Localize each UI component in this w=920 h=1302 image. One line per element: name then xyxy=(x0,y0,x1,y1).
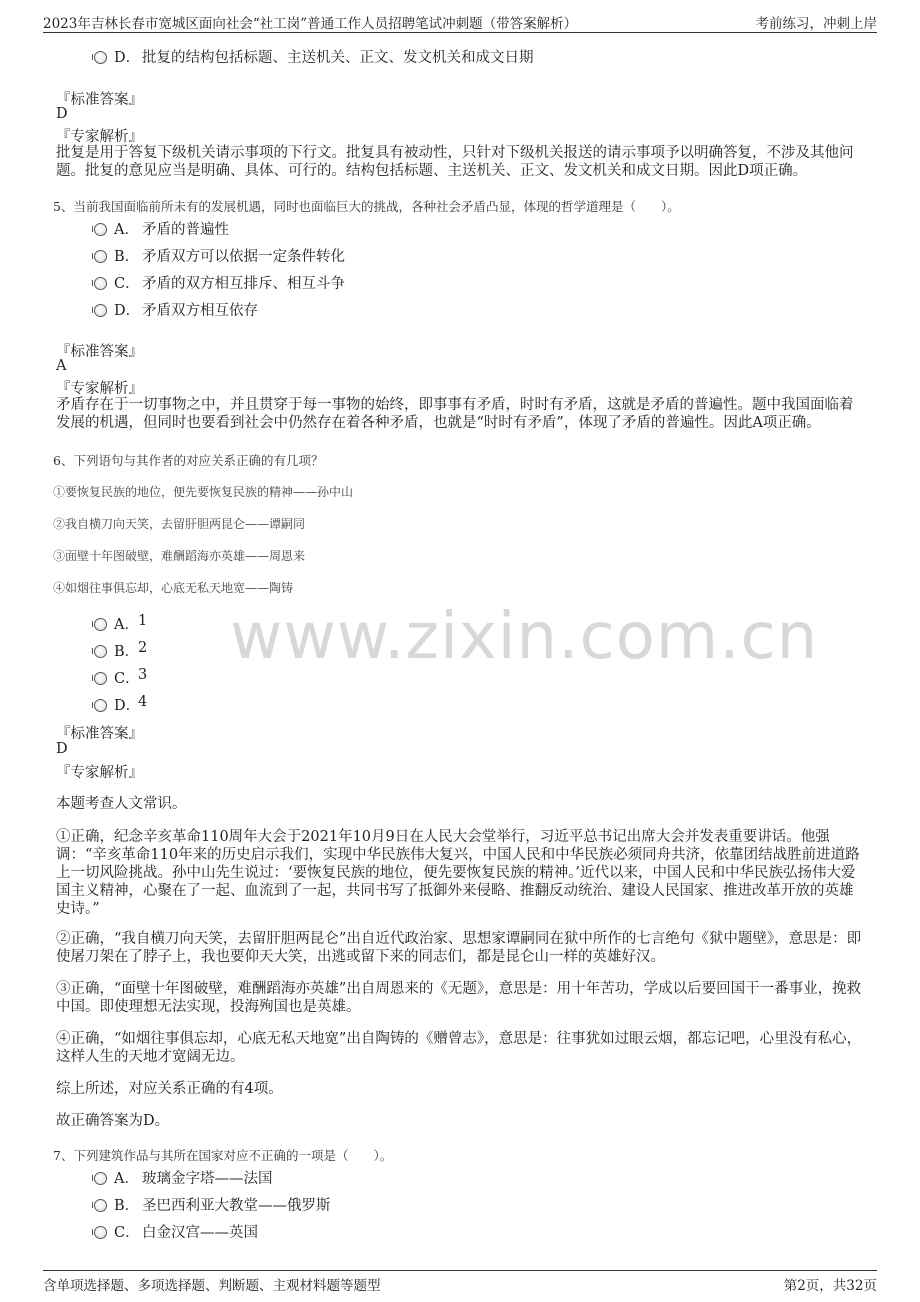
q6-answer: D xyxy=(56,741,68,757)
radio-icon[interactable] xyxy=(94,645,107,658)
footer-note: 含单项选择题、多项选择题、判断题、主观材料题等题型 xyxy=(43,1278,381,1294)
radio-icon[interactable] xyxy=(94,1199,107,1212)
radio-icon[interactable] xyxy=(94,277,107,290)
q4-analysis-title: 『专家解析』 xyxy=(56,129,143,145)
q5-analysis: 矛盾存在于一切事物之中，并且贯穿于每一事物的始终，即事事有矛盾，时时有矛盾，这就是矛盾的普遍性。题中我国面临着发展的机遇，但同时也要看到社会中仍然存在着各种矛盾，也就是“时时有矛盾”，体现了矛盾的普遍性。因此A项正确。 xyxy=(56,397,854,431)
q4-answer: D xyxy=(56,106,68,122)
watermark: www.zixin.com.cn xyxy=(230,600,819,674)
q6-analysis-paragraph: 本题考查人文常识。 xyxy=(56,796,187,812)
q6-item: ④如烟往事俱忘却，心底无私天地宽——陶铸 xyxy=(53,581,294,595)
header-title: 2023年吉林长春市宽城区面向社会“社工岗”普通工作人员招聘笔试冲刺题（带答案解析） xyxy=(43,16,578,32)
q5-answer: A xyxy=(56,358,67,374)
q4-answer-title: 『标准答案』 xyxy=(56,92,143,108)
q6-analysis-paragraph: 故正确答案为D。 xyxy=(56,1113,170,1129)
page-header xyxy=(43,10,877,33)
q6-item: ①要恢复民族的地位，便先要恢复民族的精神——孙中山 xyxy=(53,485,354,499)
q6-item: ②我自横刀向天笑，去留肝胆两昆仑——谭嗣同 xyxy=(53,517,306,531)
radio-icon[interactable] xyxy=(94,1226,107,1239)
q6-question: 6、下列语句与其作者的对应关系正确的有几项？ xyxy=(53,453,324,468)
q6-analysis-paragraph: ①正确，纪念辛亥革命110周年大会于2021年10月9日在人民大会堂举行，习近平总书记出席大会并发表重要讲话。他强调：“辛亥革命110年来的历史启示我们，实现中华民族伟大复兴，中国人民和中华民族必须同舟共济，依靠团结战胜前进道路上一切风险挑战。孙中山先生说过：‘要恢复民族的地位，便先要恢复民族的精神。’近代以来，中国人民和中华民族弘扬伟大爱国主义精神，心聚在了一起、血流到了一起，共同书写了抵御外来侵略、推翻反动统治、建设人民国家、推进改革开放的英雄史诗。” xyxy=(56,829,860,917)
q7-question: 7、下列建筑作品与其所在国家对应不正确的一项是（ ）。 xyxy=(53,1148,393,1163)
radio-icon[interactable] xyxy=(94,223,107,236)
q5-analysis-title: 『专家解析』 xyxy=(56,381,143,397)
radio-icon[interactable] xyxy=(94,1172,107,1185)
radio-icon[interactable] xyxy=(94,699,107,712)
q6-answer-title: 『标准答案』 xyxy=(56,726,143,742)
page-number: 第2页，共32页 xyxy=(783,1278,877,1294)
q5-question: 5、当前我国面临前所未有的发展机遇，同时也面临巨大的挑战，各种社会矛盾凸显，体现的哲学道理是（ ）。 xyxy=(53,199,680,214)
q4-analysis: 批复是用于答复下级机关请示事项的下行文。批复具有被动性，只针对下级机关报送的请示事项予以明确答复，不涉及其他问题。批复的意见应当是明确、具体、可行的。结构包括标题、主送机关、正文、发文机关和成文日期。因此D项正确。 xyxy=(56,145,854,179)
q6-analysis-paragraph: 综上所述，对应关系正确的有4项。 xyxy=(56,1081,283,1097)
radio-icon[interactable] xyxy=(94,250,107,263)
page-footer xyxy=(43,1270,877,1295)
q6-analysis-paragraph: ②正确，“我自横刀向天笑，去留肝胆两昆仑”出自近代政治家、思想家谭嗣同在狱中所作的七言绝句《狱中题壁》，意思是：即使屠刀架在了脖子上，我也要仰天大笑，出逃或留下来的同志们，都是昆仑山一样的英雄好汉。 xyxy=(56,931,862,965)
q6-item: ③面壁十年图破壁，难酬蹈海亦英雄——周恩来 xyxy=(53,549,306,563)
radio-icon[interactable] xyxy=(94,618,107,631)
q6-analysis-title: 『专家解析』 xyxy=(56,765,143,781)
radio-icon[interactable] xyxy=(94,51,107,64)
q6-analysis-paragraph: ③正确，“面壁十年图破壁，难酬蹈海亦英雄”出自周恩来的《无题》，意思是：用十年苦功，学成以后要回国干一番事业，挽救中国。即使理想无法实现，投海殉国也是英雄。 xyxy=(56,981,862,1015)
header-slogan: 考前练习，冲刺上岸 xyxy=(755,16,877,32)
q5-answer-title: 『标准答案』 xyxy=(56,344,143,360)
radio-icon[interactable] xyxy=(94,304,107,317)
q6-analysis-paragraph: ④正确，“如烟往事俱忘却，心底无私天地宽”出自陶铸的《赠曾志》，意思是：往事犹如过眼云烟，都忘记吧，心里没有私心，这样人生的天地才宽阔无边。 xyxy=(56,1031,862,1065)
radio-icon[interactable] xyxy=(94,672,107,685)
